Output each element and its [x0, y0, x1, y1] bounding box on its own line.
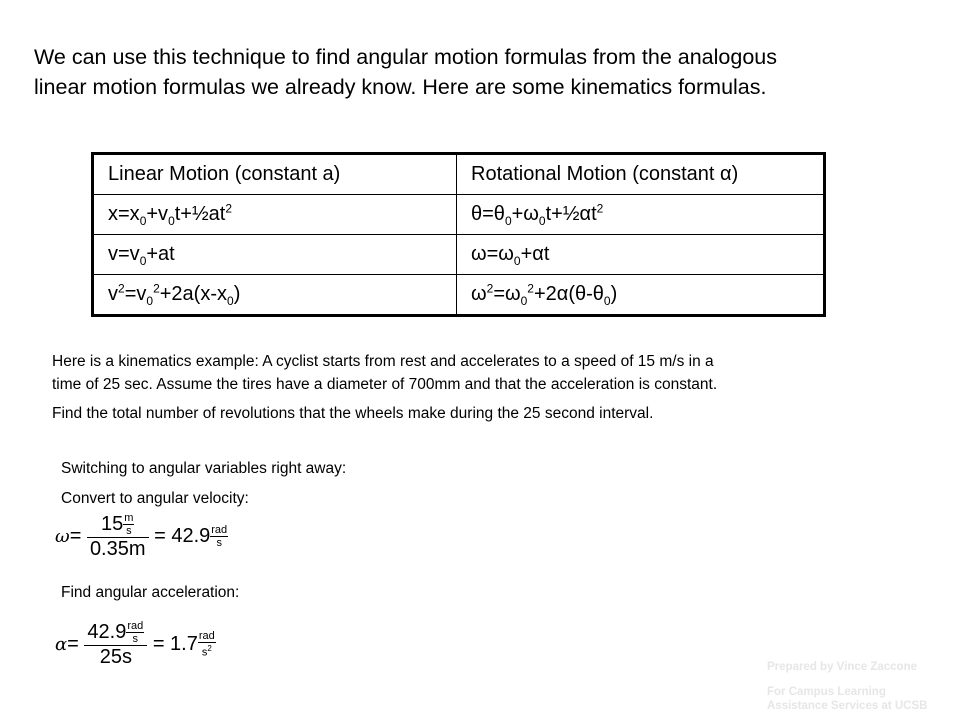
step-switching: Switching to angular variables right away: [61, 460, 347, 477]
unit-rad-per-s-squared: $\frac{\text{rad}}{s^2}$ [198, 630, 215, 659]
example-problem [52, 350, 912, 425]
omega-symbol: ω [55, 525, 70, 547]
fraction-numerator: 15 $\frac{m}{s}$ [87, 512, 149, 538]
fraction-denominator: 25s [99, 646, 132, 668]
equals-sign: = [69, 524, 82, 547]
angular-velocity-equation [55, 512, 228, 561]
kinematics-table [91, 152, 826, 317]
header-rotational: Rotational Motion (constant α) [457, 154, 825, 195]
formula-linear-position: $x=x_0+v_0t+\frac{1}{2}at^2$ [93, 195, 457, 235]
equation-result: = 42.9 [154, 524, 211, 547]
header-linear: Linear Motion (constant a) [93, 154, 457, 195]
fraction-numerator: 42.9 $\frac{\text{rad}}{s}$ [84, 620, 147, 646]
alpha-symbol: α [55, 633, 68, 655]
equation-result: = 1.7 [152, 632, 198, 655]
formula-rotational-velocity-squared: $\omega^2=\omega_0^2+2\alpha(\theta-\theta_0)$ [457, 275, 825, 316]
step-convert: Convert to angular velocity: [61, 490, 249, 507]
fraction-denominator: 0.35m [89, 538, 146, 560]
step-find-acceleration: Find angular acceleration: [61, 584, 240, 601]
credit-line-3: Assistance Services at UCSB [767, 700, 928, 712]
angular-acceleration-equation [55, 620, 216, 669]
example-line-1: Here is a kinematics example: A cyclist starts from rest and accelerates to a speed of 15 m/s in a [52, 353, 714, 370]
credit-line-2: For Campus Learning [767, 686, 886, 698]
example-question: Find the total number of revolutions that the wheels make during the 25 second interval. [52, 405, 654, 422]
unit-rad-per-s: $\frac{\text{rad}}{s}$ [211, 524, 228, 549]
formula-linear-velocity: $v=v_0+at$ [93, 235, 457, 275]
table-row [93, 275, 825, 316]
intro-paragraph [34, 42, 934, 102]
formula-rotational-velocity: $\omega=\omega_0+\alpha t$ [457, 235, 825, 275]
table-header-row [93, 154, 825, 195]
credit-author: Prepared by Vince Zaccone [767, 661, 917, 673]
velocity-fraction [87, 512, 149, 561]
intro-line-1: We can use this technique to find angular motion formulas from the analogous [34, 45, 777, 69]
equals-sign: = [67, 632, 79, 655]
table-row [93, 195, 825, 235]
acceleration-fraction [84, 620, 147, 669]
example-line-2: time of 25 sec. Assume the tires have a diameter of 700mm and that the acceleration is constant. [52, 376, 718, 393]
table-row [93, 235, 825, 275]
formula-rotational-position: $\theta=\theta_0+\omega_0t+\frac{1}{2}\alpha t^2$ [457, 195, 825, 235]
unit-m-per-s: $\frac{m}{s}$ [124, 512, 134, 537]
intro-line-2: linear motion formulas we already know. Here are some kinematics formulas. [34, 75, 767, 99]
unit-rad-per-s: $\frac{\text{rad}}{s}$ [127, 620, 144, 645]
formula-linear-velocity-squared: $v^2=v_0^2+2a(x-x_0)$ [93, 275, 457, 316]
